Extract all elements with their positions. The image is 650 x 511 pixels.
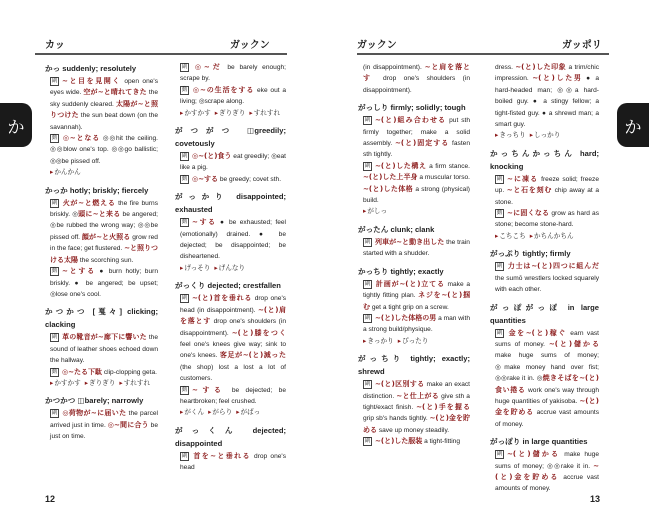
japanese-example: ◎荷物が~に届いた [62,409,127,418]
english-translation: put sth firmly together; make a solid assembly. [363,117,470,148]
usage-label-icon: 副 [364,117,371,124]
japanese-example: ~(と)肩を落とす [180,305,286,326]
cross-reference-link: ▸ げんなり [214,264,245,272]
dictionary-entry [45,62,158,179]
usage-label-icon: 副 [181,64,188,70]
english-translation: a trim/chic impression. [495,64,599,83]
headword: がっちり tightly; exactly; shrewd [358,354,470,377]
headword: かっか hotly; briskly; fiercely [45,185,149,195]
usage-label-icon: 動 [51,135,58,142]
english-translation: be dejected; be heartbroken; feel crushed. [180,386,286,405]
japanese-example: 火が~と燃える [62,198,116,207]
japanese-example: ~(と)区別する [375,380,425,389]
english-translation: make huge sums of money; ◎◎rake it in. [495,451,599,470]
dictionary-entry [45,184,158,301]
usage-label-icon: 動 [181,219,188,226]
cross-reference-link: ▸ げっそり [180,264,210,272]
japanese-example: ◎~の生活をする [192,85,255,94]
english-translation: (the shop) lost a lost a lot of customers. [180,363,286,383]
usage-label-icon: 副 [51,410,58,417]
english-translation: a muscular torso. [417,174,471,182]
dictionary-entry [358,62,470,96]
english-translation: the sumō wrestlers locked squarely with each other. [495,274,599,294]
example-paragraph [50,408,158,442]
english-translation: open one's eyes wide. [50,78,158,97]
usage-label-icon: 動 [181,175,188,182]
cross-reference-link: ▸ かんかん [50,168,81,176]
english-translation: fasten sth tightly. [363,140,471,159]
english-translation: accrue vast amounts of money. [495,473,599,493]
usage-label-icon: 副 [364,238,371,245]
english-translation: accrue vast amounts of money. [495,409,600,428]
cross-references [50,167,158,178]
japanese-example: 客足が~(と)減った [219,351,287,360]
headword: がっぷり tightly; firmly [490,249,571,259]
english-translation: grow red in the face; get flustered. [50,233,158,253]
usage-label-icon: 副 [496,263,503,270]
dictionary-entry [358,352,470,447]
cross-reference-link: ▸ こちこち [495,232,526,240]
cross-reference-link: ▸ かすかす [180,109,211,117]
headword: かつかつ [戛々] clicking; clacking [45,307,158,330]
japanese-example: ~に固くなる [507,209,550,218]
english-translation: the parcel arrived just in time. [50,410,158,429]
cross-reference-link: ▸ がくん [180,408,204,416]
cross-references [495,130,599,141]
english-translation: make an exact distinction. [363,381,470,400]
headword: かっちり tightly; exactly [358,266,444,276]
example-paragraph [495,261,599,295]
running-head-left: ガックン [357,40,397,51]
japanese-example: ~(と)した男 [532,74,583,83]
headword: かつかつ ◫barely; narrowly [45,396,144,406]
running-head-right: ガッポリ [562,40,602,51]
example-paragraph [363,115,470,161]
dictionary-entry [45,305,158,389]
headword: がっぽがっぽ in large quantities [490,302,599,325]
english-translation: a strong (physical) build. [363,185,471,205]
english-translation: the sun beat down (on the savannah). [50,112,158,131]
example-paragraph [180,62,286,85]
thumb-index-tab: か [617,103,649,147]
japanese-example: ~と石を刻む [506,186,553,195]
page-number: 12 [45,494,56,504]
english-translation: the scorching sun. [78,256,134,264]
usage-label-icon: 副 [364,381,371,388]
english-translation: a tight-fitting [422,438,461,446]
cross-reference-link: ▸ きっちり [495,131,526,139]
column-right-page-1 [358,62,470,453]
headword: がったん clunk; clank [358,224,435,234]
japanese-example: 力士は~(と)四つに組んだ [507,262,599,271]
dictionary-entry [358,223,470,260]
example-paragraph [363,279,470,313]
japanese-example: ~とする [62,267,96,276]
example-paragraph [50,133,158,167]
usage-label-icon: 副 [364,438,371,445]
usage-label-icon: 動 [181,386,188,393]
usage-label-icon: 副 [181,295,188,302]
japanese-example: ~(と)首を垂れる [192,294,253,303]
japanese-example: ~(と)金を貯める [363,414,471,434]
example-paragraph [363,379,470,436]
usage-label-icon: 副 [51,199,58,206]
japanese-example: ~(と)した構え [375,161,427,170]
cross-references [363,206,470,217]
japanese-example: ~(と)した体格の男 [375,313,437,322]
english-translation: eke out a living; ◎scrape along. [180,86,286,106]
dictionary-entry [358,265,470,347]
example-paragraph [180,85,286,108]
cross-references [180,108,286,119]
example-paragraph [363,161,470,207]
japanese-example: ~(と)した体格 [363,184,414,193]
column-left-page-1 [45,62,158,448]
english-translation: drop one's shoulders (in disappointment). [180,318,286,337]
example-paragraph [363,237,470,260]
headword: かっちんかっちん hard; knocking [490,148,599,171]
usage-label-icon: 動 [51,268,58,275]
japanese-example: 首を~と垂れる [192,451,251,460]
example-paragraph [180,293,286,384]
example-paragraph [180,174,286,185]
english-translation: ● a hard-headed man; ◎◎a hard-boiled guy. ● a stingy fellow; a tight-fisted guy. ● a shrewd man; a smart guy. [495,75,599,129]
dictionary-entry [490,435,599,495]
japanese-example: ~と照りつける太陽 [50,244,158,264]
japanese-example: ~(と)金を貯める [495,461,599,481]
usage-label-icon: 副 [496,451,503,458]
english-translation: clip-clopping geta. [101,368,157,376]
usage-label-icon: 副 [364,314,371,321]
usage-label-icon: 副 [181,452,188,459]
cross-reference-link: ▸ ぎりぎり [85,379,116,387]
japanese-example: ◎~(と)食う [192,152,232,161]
cross-reference-link: ▸ すれすれ [119,379,150,387]
headword: がっかり disappointed; exhausted [175,192,286,215]
example-paragraph [363,313,470,336]
english-translation: work one's way through huge quantities of yakisoba. [495,386,599,405]
example-paragraph [50,266,158,300]
cross-references [495,231,599,242]
japanese-example: ~(と)した服装 [375,437,423,446]
dictionary-entry [175,279,286,418]
usage-label-icon: 副 [364,162,371,169]
headword: がっしり firmly; solidly; tough [358,103,466,113]
japanese-example: 顔が~と火照る [81,232,131,241]
dictionary-entry [175,124,286,185]
cross-reference-link: ▸ がらり [208,408,232,416]
english-translation: a man with a strong build/physique. [363,314,471,334]
japanese-example: 太陽が~と照りつけた [50,99,158,120]
japanese-example: 焼きそばを~(と)食い捲る [495,374,599,394]
headword: がつがつ ◫greedily; covetously [175,126,286,149]
example-paragraph [50,76,158,133]
usage-label-icon: 動 [181,86,188,93]
headword: がっぽり in large quantities [490,437,588,447]
dictionary-entry [358,101,470,218]
example-paragraph [180,451,286,474]
english-translation: the sky suddenly cleared. [50,89,158,108]
example-paragraph [50,198,158,266]
cross-references [180,263,286,274]
headword: かっ suddenly; resolutely [45,64,137,73]
english-translation: earn vast sums of money. [495,329,599,348]
example-paragraph [495,449,599,495]
example-paragraph [50,367,158,378]
japanese-example: ~と仕上がる [396,391,439,400]
usage-label-icon: 動 [496,210,503,217]
english-translation: get a tight grip on a screw. [370,303,449,311]
example-paragraph [495,328,599,431]
example-paragraph [363,62,470,96]
english-translation: the fire burns briskly. ◎ [50,199,158,219]
japanese-example: 計画が~(と)立てる [375,279,445,288]
cross-reference-link: ▸ かすかす [50,379,81,387]
english-translation: freeze solid; freeze up. [495,175,599,195]
dictionary-entry [175,62,286,119]
dictionary-entry [490,247,599,295]
dictionary-entry [490,147,599,242]
japanese-example: ◎~となる [62,134,101,143]
header-rule [357,53,609,55]
english-translation: (in disappointment). [363,64,425,71]
example-paragraph [180,385,286,408]
dictionary-entry [175,424,286,474]
cross-reference-link: ▸ すれすれ [249,109,280,117]
japanese-example: ◎~間に合う [107,420,149,429]
usage-label-icon: 副 [51,334,58,341]
japanese-example: ◎~たる下駄 [62,367,102,376]
usage-label-icon: 副 [496,329,503,336]
cross-reference-link: ▸ しっかり [530,131,561,139]
usage-label-icon: 動 [51,368,58,375]
japanese-example: ~に凍る [507,174,539,183]
cross-references [50,378,158,389]
cross-reference-link: ▸ がばっ [236,408,260,416]
example-paragraph [495,62,599,130]
japanese-example: 金を~(と)稼ぐ [507,328,567,337]
example-paragraph [50,332,158,366]
cross-references [363,336,470,347]
running-head-left: カッ [45,40,65,51]
japanese-example: ~(と)手を握る [416,402,470,411]
example-paragraph [180,217,286,263]
english-translation: the train started with a shudder. [363,238,470,258]
example-paragraph [180,151,286,174]
example-paragraph [363,436,470,447]
japanese-example: 革の靴音が~廊下に響いた [62,333,147,342]
japanese-example: 頭に~と来る [78,210,121,219]
english-translation: be angered; ◎be rubbed the wrong way; ◎◎be pissed off. [50,211,158,241]
dictionary-entry [45,394,158,442]
english-translation: feel one's knees give way; sink to one's knees. [180,340,286,360]
cross-reference-link: ▸ きっかり [363,337,394,345]
japanese-example: ◎~する [192,174,218,183]
english-translation: a firm stance. [426,162,470,170]
japanese-example: ~(と)固定する [395,139,450,148]
usage-label-icon: 副 [51,78,58,84]
headword: がっくん dejected; disappointed [175,425,286,448]
cross-references [180,407,286,418]
page-number: 13 [590,494,601,504]
english-translation: the sound of leather shoes echoed down the hallway. [50,334,158,365]
japanese-example: ~と目を見開く [62,77,121,85]
dictionary-entry [490,62,599,142]
english-translation: be barely enough; scrape by. [180,64,286,83]
japanese-example: ~と肩を落とす [363,63,470,83]
cross-reference-link: ▸ がしっ [363,207,387,215]
english-translation: be just on time. [50,421,158,441]
japanese-example: ~(と)組み合わせる [375,116,447,125]
english-translation: dress. [495,64,516,71]
english-translation: ◎◎hit the ceiling. ◎◎blow one's top. ◎◎go ballistic; ◎◎be pissed off. [50,135,158,165]
english-translation: give sth a tight/exact finish. [363,392,470,411]
japanese-example: ~する [192,218,217,227]
english-translation: chip away at a stone. [495,187,600,206]
running-head-right: ガックン [230,40,270,51]
thumb-index-tab: か [0,103,32,147]
example-paragraph [495,174,599,208]
japanese-example: ~する [192,385,226,394]
english-translation: make a tightly fitting plan. [363,280,470,300]
dictionary-entry [175,190,286,274]
english-translation: ● be exhausted; feel (emotionally) drained. ● be dejected; be disappointed; be disheartened. [180,219,286,261]
usage-label-icon: 副 [496,175,503,182]
headword: がっくり dejected; crestfallen [175,281,281,291]
usage-label-icon: 副 [181,153,188,160]
column-left-page-2 [175,62,286,479]
header-rule [35,53,287,55]
english-translation: eat greedily; ◎eat like a pig. [180,153,286,172]
cross-reference-link: ▸ ぴったり [398,337,429,345]
example-paragraph [495,208,599,231]
japanese-example: ~(と)儲かる [548,339,599,348]
english-translation: ● burn hotly; burn briskly. ● be angered; be upset; ◎lose one's cool. [50,268,158,298]
english-translation: grip sb's hands tightly. [363,415,430,423]
dictionary-entry [490,301,599,431]
english-translation: make huge sums of money; ◎make money hand over fist; ◎◎rake it in. ◎ [495,352,599,383]
column-right-page-2 [490,62,599,500]
japanese-example: ~(と)金を貯める [495,396,600,417]
japanese-example: ~(と)膝をつく [231,328,286,337]
english-translation: grow as hard as stone; become stone-hard. [495,210,599,229]
japanese-example: ネジを~(と)掴む [363,291,471,311]
japanese-example: ~(と)儲かる [507,450,561,459]
japanese-example: 空が~と晴れてきた [83,88,147,97]
english-translation: save up money steadily. [377,426,450,434]
english-translation: drop one's shoulders (in disappointment). [363,75,470,94]
japanese-example: 列車が~と動き出した [375,237,445,246]
english-translation: drop one's head [180,452,286,472]
japanese-example: ~(と)した上半身 [363,173,418,182]
usage-label-icon: 副 [364,280,371,287]
english-translation: drop one's head (in disappointment). [180,295,287,314]
english-translation: be greedy; covet sth. [217,175,282,183]
cross-reference-link: ▸ かちんかちん [530,232,574,240]
japanese-example: ◎~だ [192,63,223,71]
cross-reference-link: ▸ ぎりぎり [215,109,246,117]
japanese-example: ~(と)した印象 [515,63,567,71]
